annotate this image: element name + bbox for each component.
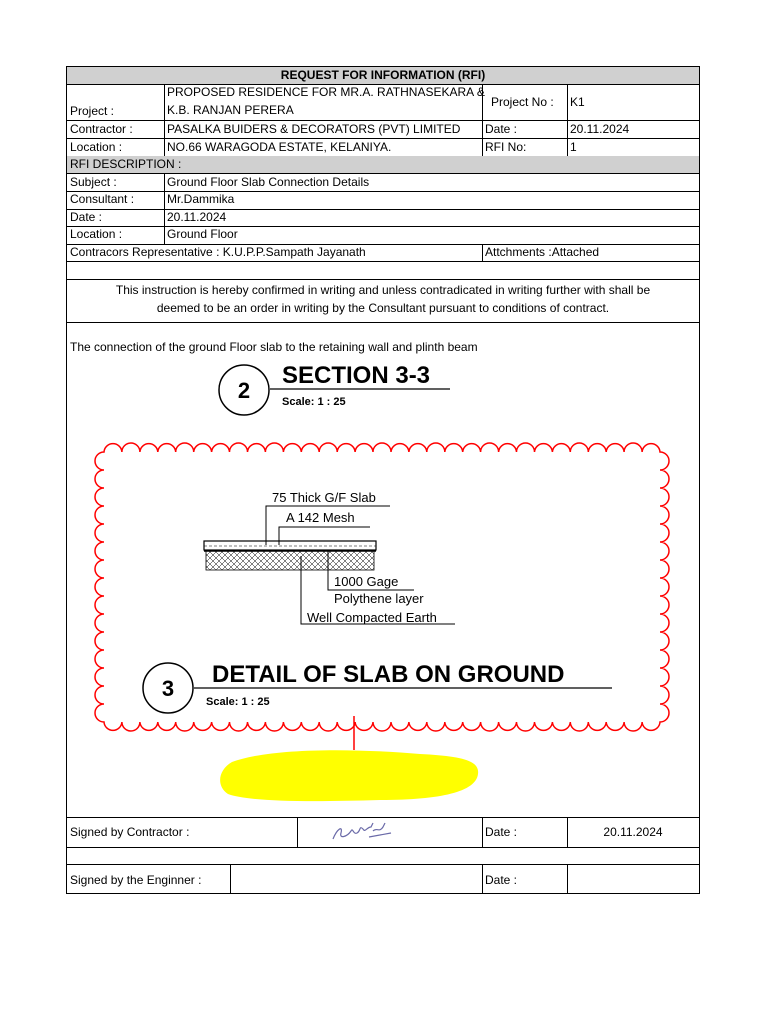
detail-scale: Scale: 1 : 25: [206, 696, 270, 708]
contractor-date-value: 20.11.2024: [603, 825, 663, 839]
note-polythene: Polythene layer: [334, 591, 424, 606]
section-scale: Scale: 1 : 25: [282, 396, 346, 408]
note-slab: 75 Thick G/F Slab: [272, 490, 376, 505]
highlight-mark: [220, 750, 478, 801]
representative-label: Contracors Representative : K.U.P.P.Sampath Jayanath: [70, 245, 366, 259]
date2-value: 20.11.2024: [167, 210, 227, 224]
slab-outline: [204, 541, 376, 550]
contractor-date-label: Date :: [485, 825, 518, 839]
detail-number: 3: [161, 676, 175, 701]
date2-label: Date :: [70, 210, 103, 224]
note-mesh: A 142 Mesh: [286, 510, 355, 525]
consultant-label: Consultant :: [70, 192, 135, 206]
instruction-line2: deemed to be an order in writing by the Consultant pursuant to conditions of contract.: [156, 301, 610, 315]
location2-label: Location :: [70, 227, 123, 241]
description-text: The connection of the ground Floor slab to the retaining wall and plinth beam: [70, 340, 478, 354]
note-gage: 1000 Gage: [334, 574, 399, 589]
section-number: 2: [237, 378, 251, 403]
detail-title: DETAIL OF SLAB ON GROUND: [212, 661, 565, 688]
subject-label: Subject :: [70, 175, 117, 189]
note-earth: Well Compacted Earth: [307, 610, 437, 625]
signed-engineer-label: Signed by the Enginner :: [70, 873, 202, 887]
signed-contractor-label: Signed by Contractor :: [70, 825, 190, 839]
contractor-value: PASALKA BUIDERS & DECORATORS (PVT) LIMITED: [167, 122, 461, 136]
attachments-label: Attchments :Attached: [485, 245, 600, 259]
project-value-line2: K.B. RANJAN PERERA: [167, 103, 294, 117]
subject-value: Ground Floor Slab Connection Details: [167, 175, 370, 189]
date-label: Date :: [485, 122, 518, 136]
rfi-no-value: 1: [570, 140, 577, 154]
project-no-value: K1: [570, 95, 585, 109]
project-label: Project :: [70, 104, 115, 118]
instruction-line1: This instruction is hereby confirmed in writing and unless contradicated in writing further with shall be: [115, 283, 651, 297]
location2-value: Ground Floor: [167, 227, 238, 241]
compacted-earth-hatch: [206, 550, 374, 570]
consultant-value: Mr.Dammika: [167, 192, 235, 206]
location-label: Location :: [70, 140, 123, 154]
project-value-line1: PROPOSED RESIDENCE FOR MR.A. RATHNASEKARA &: [167, 85, 485, 99]
slab-detail: [204, 490, 455, 625]
rfi-no-label: RFI No:: [485, 140, 527, 154]
section-title: SECTION 3-3: [282, 362, 431, 389]
project-no-label: Project No :: [491, 95, 554, 109]
contractor-label: Contractor :: [70, 122, 133, 136]
engineer-date-label: Date :: [485, 873, 518, 887]
rfi-description-label: RFI DESCRIPTION :: [70, 157, 182, 171]
form-title: REQUEST FOR INFORMATION (RFI): [280, 68, 486, 82]
location-value: NO.66 WARAGODA ESTATE, KELANIYA.: [167, 140, 392, 154]
date-value: 20.11.2024: [570, 122, 630, 136]
